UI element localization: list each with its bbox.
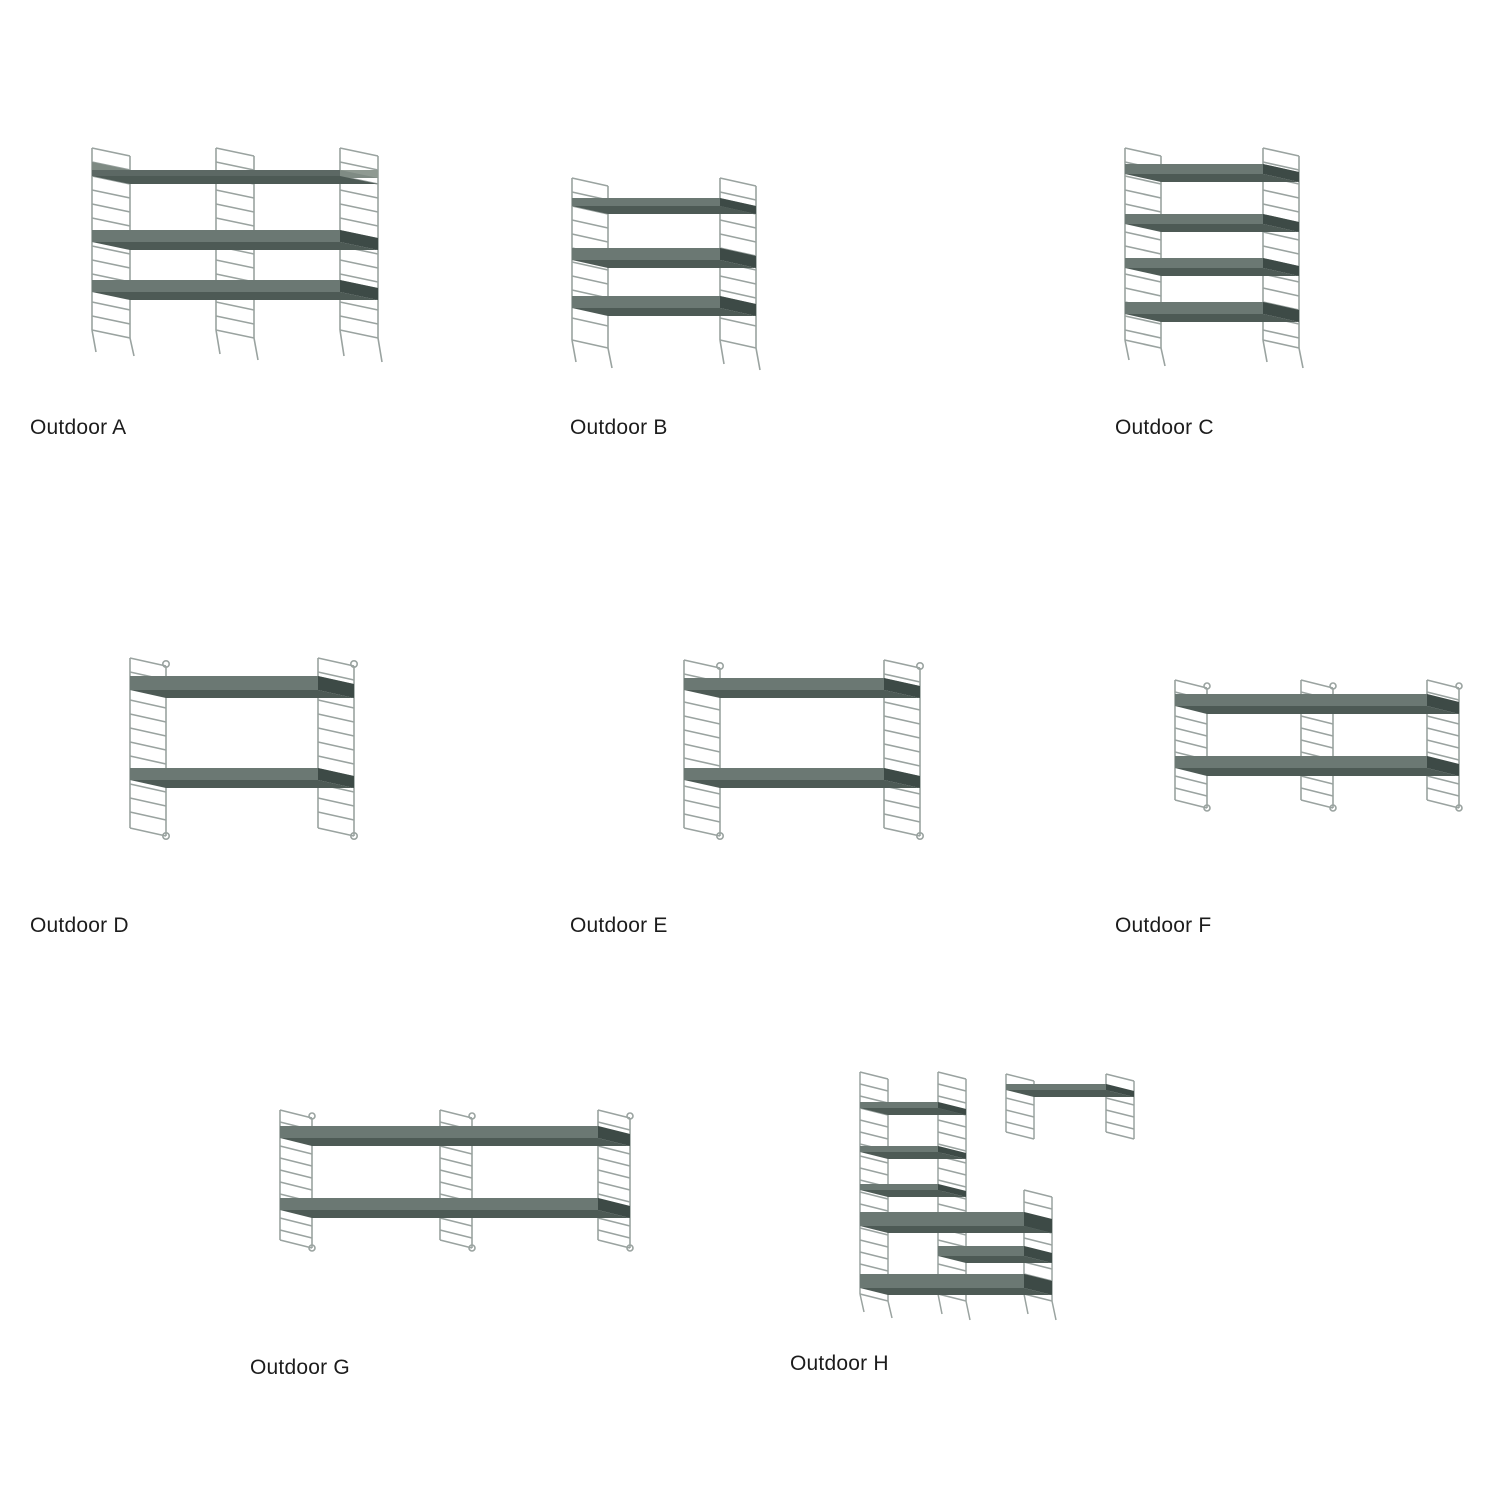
product-label-outdoor-c: Outdoor C xyxy=(1115,416,1214,439)
product-label-outdoor-g: Outdoor G xyxy=(250,1356,350,1379)
product-card-outdoor-g[interactable] xyxy=(250,1090,670,1380)
product-image-outdoor-e[interactable] xyxy=(570,628,990,908)
product-image-outdoor-b[interactable] xyxy=(570,130,990,410)
product-card-outdoor-d[interactable] xyxy=(30,628,450,938)
product-card-outdoor-f[interactable] xyxy=(1115,628,1500,938)
product-card-outdoor-a[interactable] xyxy=(30,130,450,440)
product-card-outdoor-e[interactable] xyxy=(570,628,990,938)
product-image-outdoor-c[interactable] xyxy=(1115,130,1500,410)
product-image-outdoor-g[interactable] xyxy=(250,1090,670,1350)
product-card-outdoor-b[interactable] xyxy=(570,130,990,440)
product-label-outdoor-e: Outdoor E xyxy=(570,914,668,937)
product-label-outdoor-h: Outdoor H xyxy=(790,1352,889,1375)
product-image-outdoor-a[interactable] xyxy=(30,130,450,410)
product-label-outdoor-d: Outdoor D xyxy=(30,914,129,937)
product-label-outdoor-b: Outdoor B xyxy=(570,416,668,439)
product-card-outdoor-h[interactable] xyxy=(790,1050,1210,1376)
product-card-outdoor-c[interactable] xyxy=(1115,130,1500,440)
product-image-outdoor-f[interactable] xyxy=(1115,628,1500,908)
product-label-outdoor-f: Outdoor F xyxy=(1115,914,1212,937)
product-image-outdoor-d[interactable] xyxy=(30,628,450,908)
product-image-outdoor-h[interactable] xyxy=(790,1050,1210,1350)
product-label-outdoor-a: Outdoor A xyxy=(30,416,127,439)
